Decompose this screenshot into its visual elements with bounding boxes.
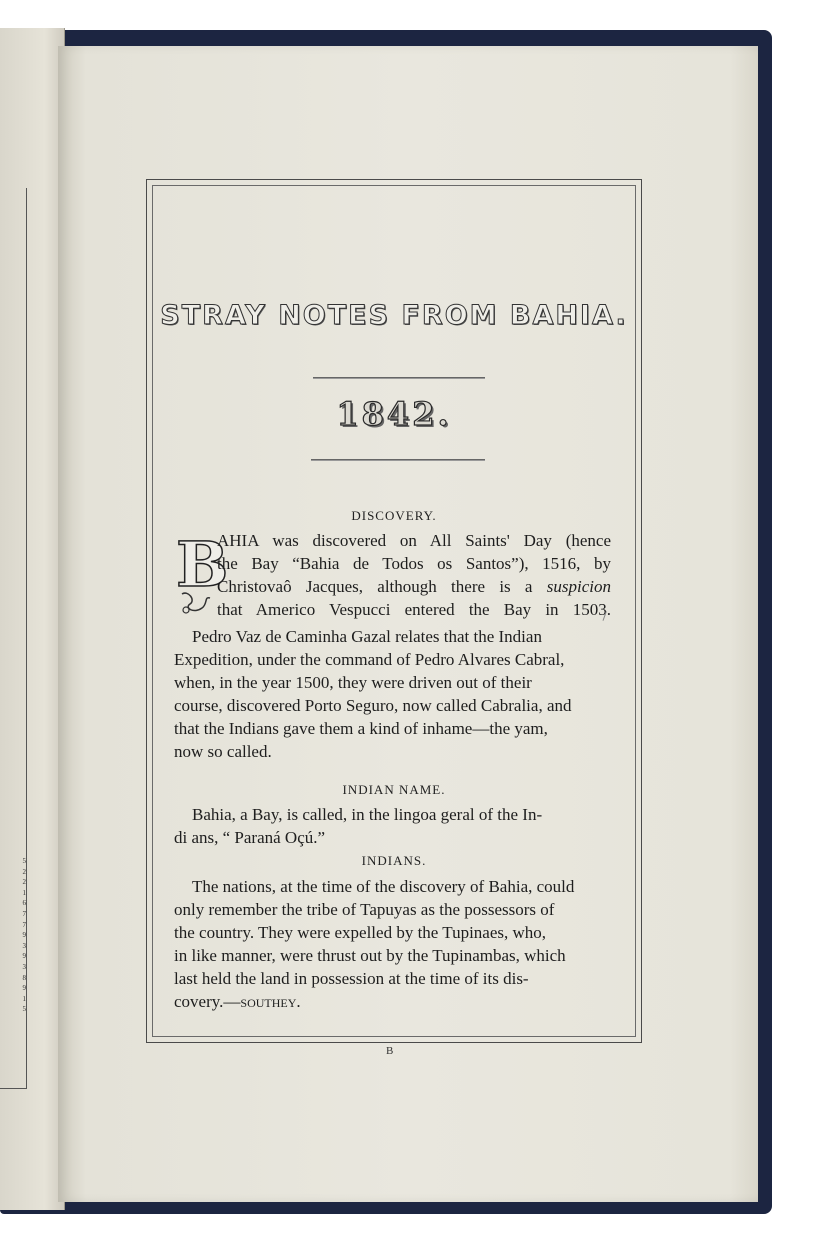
section-heading-indian-name: INDIAN NAME. [342, 782, 446, 797]
text-line: the Bay “Bahia de Todos os Santos”), 1516, by [217, 554, 611, 573]
indians-paragraph [174, 875, 612, 1013]
text-line: AHIA was discovered on All Saints' Day (hence [217, 531, 611, 550]
section-heading-indians: INDIANS. [361, 853, 427, 868]
indian-name-paragraph [174, 803, 612, 849]
drop-cap: B [176, 528, 229, 601]
discovery-paragraph-2 [174, 625, 612, 763]
text-line: di ans, “ Paraná Oçú.” [174, 828, 326, 847]
text-line: Christovaô Jacques, although there is a suspicion [217, 577, 611, 596]
emphasis: suspicion [546, 577, 611, 596]
text-line: now so called. [174, 742, 272, 761]
text-line: that Americo Vespucci entered the Bay in 1503. [217, 600, 611, 619]
text-line: Bahia, a Bay, is called, in the lingoa geral of the In- [192, 805, 543, 824]
drop-cap-flourish-icon [178, 590, 214, 616]
left-page [0, 28, 65, 1210]
page-title: STRAY NOTES FROM BAHIA. [160, 300, 628, 331]
text-line: last held the land in possession at the time of its dis- [174, 969, 529, 988]
text-line: in like manner, were thrust out by the Tupinambas, which [174, 946, 566, 965]
title-rule-top [313, 377, 485, 379]
text-line: Expedition, under the command of Pedro Alvares Cabral, [174, 650, 565, 669]
text-line: when, in the year 1500, they were driven out of their [174, 673, 532, 692]
text-line: The nations, at the time of the discovery of Bahia, could [192, 877, 575, 896]
year-heading: 1842. [336, 395, 452, 433]
attribution: southey. [240, 992, 301, 1011]
signature-mark: B [386, 1045, 394, 1057]
discovery-paragraph-1 [217, 529, 611, 621]
text-line: Pedro Vaz de Caminha Gazal relates that the Indian [192, 627, 542, 646]
text-line: the country. They were expelled by the Tupinaes, who, [174, 923, 547, 942]
text-line: covery.—southey. [174, 992, 301, 1011]
text-line: only remember the tribe of Tapuyas as the possessors of [174, 900, 555, 919]
title-rule-bottom [311, 459, 485, 461]
left-page-numbers: 5 2 2 1 6 7 7 9 3 9 3 8 9 1 5 [22, 857, 26, 1014]
text-line: course, discovered Porto Seguro, now called Cabralia, and [174, 696, 572, 715]
text-line: that the Indians gave them a kind of inhame—the yam, [174, 719, 548, 738]
section-heading-discovery: DISCOVERY. [351, 508, 437, 523]
